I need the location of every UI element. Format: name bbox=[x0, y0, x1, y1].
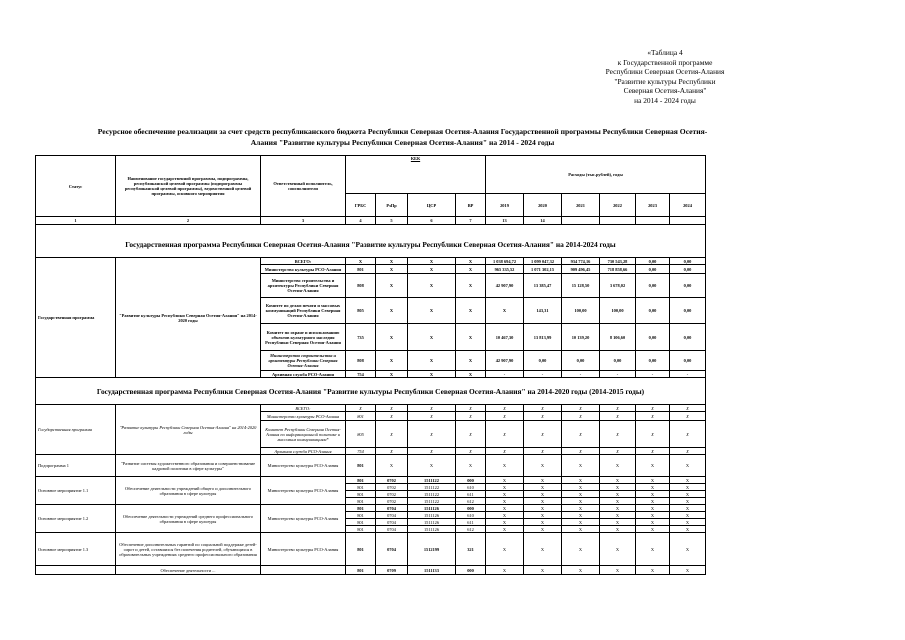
value-cell: Х bbox=[600, 412, 636, 421]
value-cell: Х bbox=[562, 566, 600, 575]
kbk-cell: Х bbox=[376, 324, 408, 351]
kbk-cell: 1511126 bbox=[408, 526, 456, 533]
header-csr: ЦСР bbox=[408, 194, 456, 217]
kbk-cell: 805 bbox=[346, 421, 376, 448]
value-cell: Х bbox=[524, 505, 562, 512]
value-cell: Х bbox=[524, 448, 562, 455]
value-cell: 0,00 bbox=[670, 324, 706, 351]
title-line: Алания "Развитие культуры Республики Северная Осетия-Алания" на 2014 - 2024 годы bbox=[250, 138, 555, 147]
kbk-cell: Х bbox=[408, 351, 456, 371]
value-cell: Х bbox=[670, 455, 706, 477]
value-cell: Х bbox=[486, 519, 524, 526]
kbk-cell: Х bbox=[456, 274, 486, 298]
value-cell: 10 467,30 bbox=[486, 324, 524, 351]
header-name: Наименование государственной программы, подпрограммы, республиканской целевой программы (подпрограммы республиканской целевой программы), ведомственной целевой программы, основного мероприятия bbox=[116, 156, 261, 217]
kbk-cell: Х bbox=[376, 412, 408, 421]
executor-cell: Комитет по делам печати и массовых коммуникаций Республики Северная Осетия-Алания bbox=[261, 298, 346, 324]
value-cell: Х bbox=[600, 498, 636, 505]
value-cell: 0,00 bbox=[670, 274, 706, 298]
header-executor: Ответственный исполнитель, соисполнители bbox=[261, 156, 346, 217]
value-cell: Х bbox=[636, 491, 670, 498]
kbk-cell: Х bbox=[408, 412, 456, 421]
value-cell: Х bbox=[600, 526, 636, 533]
value-cell: 909 496,45 bbox=[562, 265, 600, 274]
title-line: Ресурсное обеспечение реализации за счет средств республиканского бюджета Республики Северная Осетия-Алания Государственной программы Республики Северная Осетия- bbox=[97, 127, 708, 136]
value-cell: 0,00 bbox=[636, 258, 670, 265]
executor-cell: ВСЕГО: bbox=[261, 258, 346, 265]
kbk-cell: 612 bbox=[456, 498, 486, 505]
value-cell: Х bbox=[670, 412, 706, 421]
kbk-cell: Х bbox=[376, 265, 408, 274]
executor-cell: Комитет Республики Северная Осетия-Алания по информационной политике и массовым коммуникациям* bbox=[261, 421, 346, 448]
kbk-cell: 0704 bbox=[376, 533, 408, 566]
value-cell: 13 385,47 bbox=[524, 274, 562, 298]
value-cell: Х bbox=[670, 421, 706, 448]
value-cell: 0,00 bbox=[636, 324, 670, 351]
value-cell: Х bbox=[562, 412, 600, 421]
kbk-cell: Х bbox=[376, 455, 408, 477]
column-number: 6 bbox=[408, 217, 456, 225]
value-cell: Х bbox=[562, 421, 600, 448]
value-cell: Х bbox=[600, 421, 636, 448]
value-cell: 1 071 302,15 bbox=[524, 265, 562, 274]
measure-name: Обеспечение деятельности учреждений общего и дополнительного образования в сфере культуры bbox=[116, 477, 261, 505]
program-name: "Развитие культуры Республики Северная Осетия-Алания" на 2014-2020 годы bbox=[116, 258, 261, 378]
program-status: Государственная программа bbox=[36, 405, 116, 455]
kbk-cell: 1511122 bbox=[408, 498, 456, 505]
value-cell: Х bbox=[600, 566, 636, 575]
value-cell: Х bbox=[486, 512, 524, 519]
column-number: 2 bbox=[116, 217, 261, 225]
value-cell: Х bbox=[636, 421, 670, 448]
kbk-cell: 1511133 bbox=[408, 566, 456, 575]
kbk-cell: 0704 bbox=[376, 519, 408, 526]
value-cell: Х bbox=[600, 405, 636, 412]
value-cell: Х bbox=[524, 533, 562, 566]
value-cell: 0,00 bbox=[670, 258, 706, 265]
value-cell: 0,00 bbox=[636, 298, 670, 324]
kbk-cell: 0702 bbox=[376, 484, 408, 491]
value-cell: Х bbox=[562, 491, 600, 498]
value-cell: Х bbox=[670, 498, 706, 505]
value-cell: Х bbox=[562, 505, 600, 512]
kbk-cell: Х bbox=[456, 265, 486, 274]
column-number: 7 bbox=[456, 217, 486, 225]
note-line: «Таблица 4 bbox=[647, 48, 683, 57]
value-cell: Х bbox=[636, 526, 670, 533]
note-line: на 2014 - 2024 годы bbox=[634, 95, 696, 105]
kbk-cell: 801 bbox=[346, 526, 376, 533]
kbk-cell: 1511122 bbox=[408, 484, 456, 491]
value-cell: 3 678,02 bbox=[600, 274, 636, 298]
executor-cell: ВСЕГО: bbox=[261, 405, 346, 412]
value-cell: Х bbox=[670, 484, 706, 491]
kbk-cell: 801 bbox=[346, 512, 376, 519]
kbk-cell: Х bbox=[346, 258, 376, 265]
kbk-cell: 611 bbox=[456, 491, 486, 498]
value-cell: Х bbox=[600, 484, 636, 491]
kbk-cell: 801 bbox=[346, 505, 376, 512]
value-cell: Х bbox=[562, 526, 600, 533]
kbk-cell: Х bbox=[376, 274, 408, 298]
kbk-cell: Х bbox=[456, 324, 486, 351]
value-cell: 0,00 bbox=[636, 351, 670, 371]
value-cell: 13 813,99 bbox=[524, 324, 562, 351]
subprogram-status: Подпрограмма 1 bbox=[36, 455, 116, 477]
kbk-cell: Х bbox=[456, 455, 486, 477]
value-cell: 15 128,50 bbox=[562, 274, 600, 298]
value-cell: Х bbox=[524, 455, 562, 477]
kbk-cell: Х bbox=[456, 421, 486, 448]
kbk-cell: Х bbox=[376, 298, 408, 324]
kbk-cell: 0702 bbox=[376, 477, 408, 484]
kbk-cell: 1511126 bbox=[408, 512, 456, 519]
measure-status: Основное мероприятие 1.3 bbox=[36, 533, 116, 566]
kbk-cell: 1511122 bbox=[408, 477, 456, 484]
kbk-cell: Х bbox=[376, 258, 408, 265]
header-year: 2022 bbox=[600, 194, 636, 217]
executor-cell: Министерство культуры РСО-Алания bbox=[261, 533, 346, 566]
executor-cell: Министерство культуры РСО-Алания bbox=[261, 455, 346, 477]
value-cell: 0,00 bbox=[670, 298, 706, 324]
note-line: Северная Осетия-Алания" bbox=[623, 86, 707, 96]
column-number: 4 bbox=[346, 217, 376, 225]
value-cell: 0,00 bbox=[670, 351, 706, 371]
kbk-cell: 801 bbox=[346, 455, 376, 477]
value-cell: Х bbox=[524, 526, 562, 533]
value-cell: 0,00 bbox=[636, 274, 670, 298]
resource-table bbox=[35, 155, 706, 575]
value-cell: Х bbox=[486, 484, 524, 491]
executor-cell: Комитет по охране и использованию объектов культурного наследия Республики Северная Осетия-Алания bbox=[261, 324, 346, 351]
value-cell: Х bbox=[600, 455, 636, 477]
header-year: 2021 bbox=[562, 194, 600, 217]
value-cell: Х bbox=[486, 455, 524, 477]
value-cell: Х bbox=[486, 526, 524, 533]
value-cell: 1 038 694,72 bbox=[486, 258, 524, 265]
kbk-cell: Х bbox=[408, 258, 456, 265]
value-cell: Х bbox=[486, 298, 524, 324]
value-cell: Х bbox=[486, 498, 524, 505]
value-cell: 0,00 bbox=[600, 351, 636, 371]
value-cell: Х bbox=[636, 512, 670, 519]
value-cell: Х bbox=[600, 448, 636, 455]
kbk-cell: 808 bbox=[346, 274, 376, 298]
kbk-cell: Х bbox=[376, 405, 408, 412]
value-cell: Х bbox=[636, 505, 670, 512]
table-caption-note bbox=[560, 48, 770, 106]
value-cell: Х bbox=[524, 484, 562, 491]
value-cell: - bbox=[562, 371, 600, 378]
kbk-cell: 801 bbox=[346, 484, 376, 491]
value-cell: 730 543,28 bbox=[600, 258, 636, 265]
value-cell: Х bbox=[636, 412, 670, 421]
kbk-cell: 0702 bbox=[376, 498, 408, 505]
value-cell: Х bbox=[524, 412, 562, 421]
kbk-cell: Х bbox=[408, 298, 456, 324]
kbk-cell: Х bbox=[376, 351, 408, 371]
value-cell: Х bbox=[524, 498, 562, 505]
executor-cell: Министерство культуры РСО-Алания bbox=[261, 265, 346, 274]
kbk-cell: 801 bbox=[346, 477, 376, 484]
executor-cell: Министерство строительства и архитектуры Республики Северная Осетия-Алания bbox=[261, 274, 346, 298]
header-year: 2020 bbox=[524, 194, 562, 217]
value-cell: Х bbox=[486, 412, 524, 421]
column-number bbox=[670, 217, 706, 225]
value-cell: Х bbox=[670, 505, 706, 512]
kbk-cell: 754 bbox=[346, 448, 376, 455]
executor-cell: Архивная служба РСО-Алания bbox=[261, 371, 346, 378]
kbk-cell: 321 bbox=[456, 533, 486, 566]
value-cell: 965 335,52 bbox=[486, 265, 524, 274]
value-cell: Х bbox=[524, 491, 562, 498]
executor-cell: Министерство культуры РСО-Алания bbox=[261, 477, 346, 505]
kbk-cell: 801 bbox=[346, 498, 376, 505]
kbk-cell: Х bbox=[376, 448, 408, 455]
value-cell: 8 106,60 bbox=[600, 324, 636, 351]
header-kbk: КБК bbox=[346, 156, 486, 194]
value-cell: Х bbox=[670, 477, 706, 484]
kbk-cell: Х bbox=[456, 448, 486, 455]
value-cell: Х bbox=[636, 484, 670, 491]
value-cell: Х bbox=[562, 448, 600, 455]
value-cell: 1 099 047,32 bbox=[524, 258, 562, 265]
kbk-cell: Х bbox=[376, 371, 408, 378]
kbk-cell: Х bbox=[408, 371, 456, 378]
value-cell: Х bbox=[636, 455, 670, 477]
value-cell: - bbox=[600, 371, 636, 378]
kbk-cell: 801 bbox=[346, 533, 376, 566]
value-cell: Х bbox=[486, 505, 524, 512]
value-cell: Х bbox=[562, 455, 600, 477]
value-cell: - bbox=[636, 371, 670, 378]
kbk-cell: Х bbox=[376, 421, 408, 448]
value-cell: Х bbox=[486, 448, 524, 455]
kbk-cell: 000 bbox=[456, 505, 486, 512]
value-cell: Х bbox=[524, 519, 562, 526]
column-number: 1 bbox=[36, 217, 116, 225]
value-cell: Х bbox=[670, 448, 706, 455]
kbk-cell: 610 bbox=[456, 512, 486, 519]
value-cell: Х bbox=[670, 405, 706, 412]
header-grbs: ГРБС bbox=[346, 194, 376, 217]
header-vr: ВР bbox=[456, 194, 486, 217]
value-cell: Х bbox=[562, 512, 600, 519]
value-cell: Х bbox=[600, 491, 636, 498]
value-cell: Х bbox=[670, 519, 706, 526]
measure-status: Основное мероприятие 1.1 bbox=[36, 477, 116, 505]
column-number: 13 bbox=[486, 217, 524, 225]
kbk-cell: 1511122 bbox=[408, 491, 456, 498]
column-number bbox=[636, 217, 670, 225]
header-expenses: Расходы (тыс.рублей), годы bbox=[486, 156, 706, 194]
kbk-cell: 801 bbox=[346, 265, 376, 274]
value-cell: Х bbox=[636, 519, 670, 526]
value-cell: Х bbox=[486, 491, 524, 498]
document-title bbox=[30, 126, 775, 148]
kbk-cell: 801 bbox=[346, 491, 376, 498]
value-cell: Х bbox=[562, 484, 600, 491]
value-cell: - bbox=[524, 371, 562, 378]
kbk-cell: Х bbox=[408, 448, 456, 455]
kbk-cell: Х bbox=[456, 258, 486, 265]
column-number: 14 bbox=[524, 217, 562, 225]
value-cell: Х bbox=[562, 533, 600, 566]
value-cell: Х bbox=[562, 405, 600, 412]
subprogram-name: "Развитие системы художественного образования и совершенствование кадровой политики в сфере культуры" bbox=[116, 455, 261, 477]
executor-cell: Архивная служба РСО-Алания bbox=[261, 448, 346, 455]
kbk-cell: 1512199 bbox=[408, 533, 456, 566]
value-cell: 42 907,90 bbox=[486, 274, 524, 298]
value-cell: Х bbox=[562, 477, 600, 484]
kbk-cell: 000 bbox=[456, 477, 486, 484]
note-line: к Государственной программе bbox=[617, 57, 713, 67]
program-status: Государственная программа bbox=[36, 258, 116, 378]
note-line: Республики Северная Осетия-Алания bbox=[605, 67, 725, 77]
kbk-cell: 0702 bbox=[376, 491, 408, 498]
value-cell: Х bbox=[636, 448, 670, 455]
header-status: Статус bbox=[36, 156, 116, 217]
value-cell: Х bbox=[670, 533, 706, 566]
value-cell: Х bbox=[524, 512, 562, 519]
header-year: 2023 bbox=[636, 194, 670, 217]
kbk-cell: Х bbox=[408, 405, 456, 412]
value-cell: Х bbox=[524, 421, 562, 448]
value-cell: Х bbox=[670, 526, 706, 533]
kbk-cell: Х bbox=[408, 421, 456, 448]
kbk-cell: 0709 bbox=[376, 566, 408, 575]
header-year: 2024 bbox=[670, 194, 706, 217]
value-cell: 0,00 bbox=[636, 265, 670, 274]
kbk-cell: Х bbox=[456, 351, 486, 371]
kbk-cell: 808 bbox=[346, 351, 376, 371]
value-cell: Х bbox=[600, 512, 636, 519]
value-cell: Х bbox=[486, 421, 524, 448]
value-cell: Х bbox=[600, 505, 636, 512]
value-cell: Х bbox=[600, 519, 636, 526]
kbk-cell: Х bbox=[346, 405, 376, 412]
kbk-cell: Х bbox=[456, 412, 486, 421]
kbk-cell: 0704 bbox=[376, 512, 408, 519]
kbk-cell: Х bbox=[408, 324, 456, 351]
value-cell: Х bbox=[486, 533, 524, 566]
kbk-cell: 801 bbox=[346, 566, 376, 575]
kbk-cell: 754 bbox=[346, 371, 376, 378]
value-cell: Х bbox=[636, 533, 670, 566]
value-cell: Х bbox=[636, 566, 670, 575]
value-cell: 718 858,66 bbox=[600, 265, 636, 274]
kbk-cell: 000 bbox=[456, 566, 486, 575]
value-cell: Х bbox=[600, 477, 636, 484]
value-cell: Х bbox=[670, 491, 706, 498]
measure-name: Обеспечение деятельности ... bbox=[116, 566, 261, 575]
value-cell: 100,00 bbox=[600, 298, 636, 324]
kbk-cell: 735 bbox=[346, 324, 376, 351]
value-cell: - bbox=[486, 371, 524, 378]
column-number bbox=[562, 217, 600, 225]
program-name: "Развитие культуры Республики Северная Осетия-Алания" на 2014-2020 годы bbox=[116, 405, 261, 455]
kbk-cell: 0704 bbox=[376, 505, 408, 512]
value-cell: Х bbox=[486, 477, 524, 484]
value-cell: Х bbox=[636, 405, 670, 412]
section-title: Государственная программа Республики Северная Осетия-Алания "Развитие культуры Республики Северная Осетия-Алания" на 2014-2020 годы (2014-2015 годы) bbox=[36, 378, 706, 405]
column-number: 5 bbox=[376, 217, 408, 225]
kbk-cell: Х bbox=[456, 371, 486, 378]
measure-name: Обеспечение деятельности учреждений среднего профессионального образования в сфере культуры bbox=[116, 505, 261, 533]
value-cell: 0,00 bbox=[670, 265, 706, 274]
kbk-cell: 1511126 bbox=[408, 505, 456, 512]
value-cell: Х bbox=[486, 405, 524, 412]
value-cell: 934 774,16 bbox=[562, 258, 600, 265]
executor-cell: Министерство строительства и архитектуры Республики Северная Осетия-Алания bbox=[261, 351, 346, 371]
value-cell: 10 139,20 bbox=[562, 324, 600, 351]
value-cell: Х bbox=[524, 405, 562, 412]
value-cell: Х bbox=[562, 519, 600, 526]
header-year: 2019 bbox=[486, 194, 524, 217]
note-line: "Развитие культуры Республики bbox=[614, 76, 716, 86]
value-cell: Х bbox=[670, 512, 706, 519]
value-cell: 42 907,90 bbox=[486, 351, 524, 371]
executor-cell bbox=[261, 566, 346, 575]
kbk-cell: 612 bbox=[456, 526, 486, 533]
kbk-cell: Х bbox=[408, 265, 456, 274]
value-cell: Х bbox=[636, 498, 670, 505]
value-cell: Х bbox=[524, 566, 562, 575]
value-cell: 0,00 bbox=[524, 351, 562, 371]
value-cell: Х bbox=[486, 566, 524, 575]
section-title: Государственная программа Республики Северная Осетия-Алания "Развитие культуры Республики Северная Осетия-Алания" на 2014-2024 годы bbox=[36, 225, 706, 258]
kbk-cell: 801 bbox=[346, 412, 376, 421]
value-cell: Х bbox=[524, 477, 562, 484]
executor-cell: Министерство культуры РСО-Алания bbox=[261, 412, 346, 421]
measure-status: Основное мероприятие 1.2 bbox=[36, 505, 116, 533]
kbk-cell: 0704 bbox=[376, 526, 408, 533]
column-number: 3 bbox=[261, 217, 346, 225]
value-cell: Х bbox=[600, 533, 636, 566]
kbk-cell: 805 bbox=[346, 298, 376, 324]
kbk-cell: 801 bbox=[346, 519, 376, 526]
measure-status bbox=[36, 566, 116, 575]
value-cell: 0,00 bbox=[562, 351, 600, 371]
kbk-cell: Х bbox=[456, 298, 486, 324]
value-cell: 143,31 bbox=[524, 298, 562, 324]
kbk-cell: Х bbox=[408, 274, 456, 298]
header-rzpr: РзПр bbox=[376, 194, 408, 217]
value-cell: - bbox=[670, 371, 706, 378]
value-cell: 100,00 bbox=[562, 298, 600, 324]
value-cell: Х bbox=[670, 566, 706, 575]
kbk-cell: 1511126 bbox=[408, 519, 456, 526]
column-number bbox=[600, 217, 636, 225]
kbk-cell: Х bbox=[456, 405, 486, 412]
kbk-cell: Х bbox=[408, 455, 456, 477]
executor-cell: Министерство культуры РСО-Алания bbox=[261, 505, 346, 533]
kbk-cell: 610 bbox=[456, 484, 486, 491]
measure-name: Обеспечение дополнительных гарантий по социальной поддержке детей-сирот и детей, оставшихся без попечения родителей, обучающихся в образовательных учреждениях среднего профессионального образования bbox=[116, 533, 261, 566]
kbk-cell: 611 bbox=[456, 519, 486, 526]
value-cell: Х bbox=[562, 498, 600, 505]
value-cell: Х bbox=[636, 477, 670, 484]
